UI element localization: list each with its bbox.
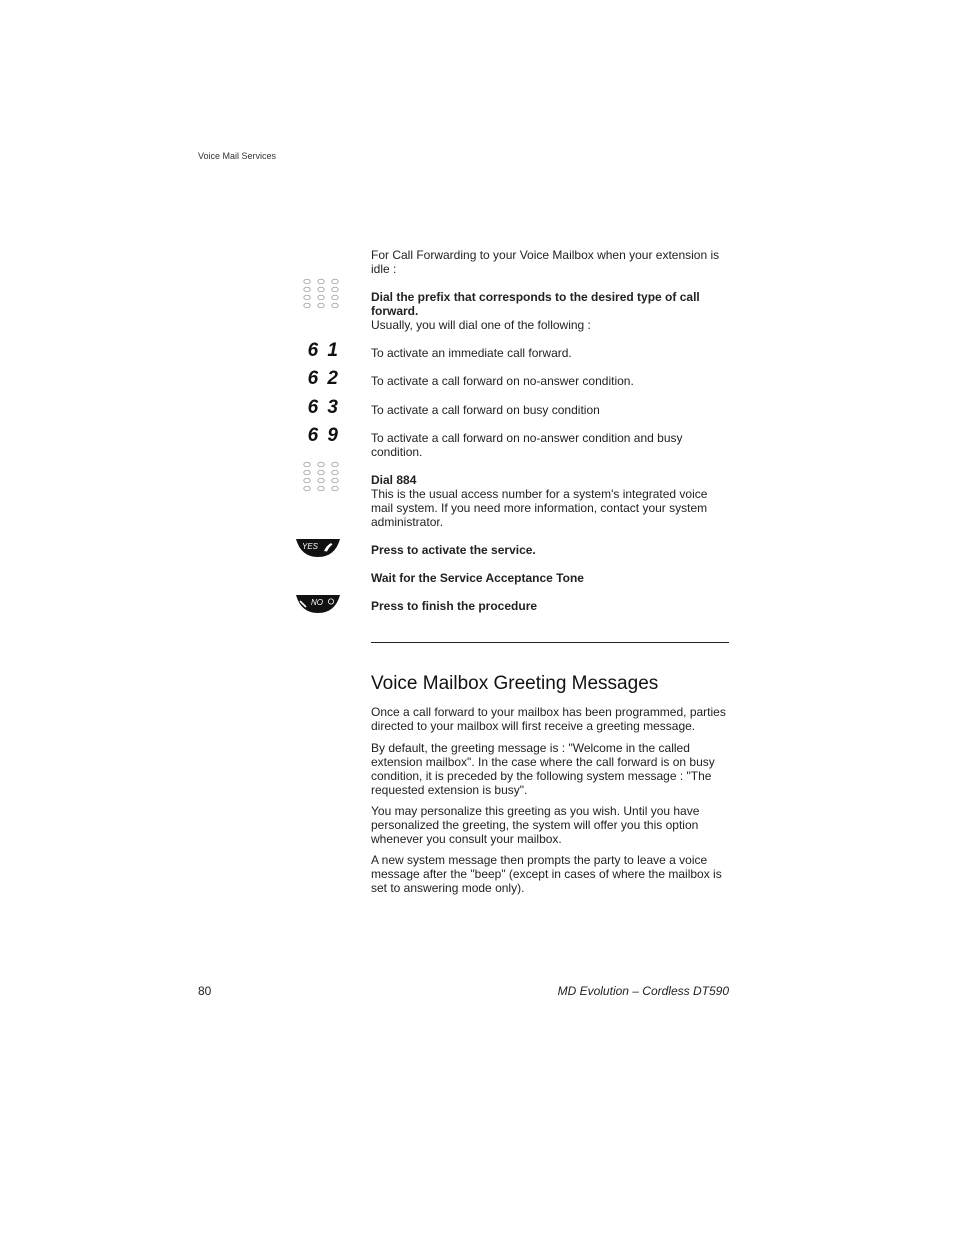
section-title: Voice Mailbox Greeting Messages bbox=[371, 673, 659, 694]
code-62: 6 2 bbox=[307, 368, 340, 389]
keypad-icon bbox=[301, 278, 341, 309]
code-63: 6 3 bbox=[307, 397, 340, 418]
no-key-icon bbox=[295, 593, 341, 615]
press-activate-text: Press to activate the service. bbox=[371, 543, 536, 557]
press-finish-text: Press to finish the procedure bbox=[371, 599, 538, 613]
dial-884-title: Dial 884 bbox=[371, 473, 417, 487]
wait-tone-text: Wait for the Service Acceptance Tone bbox=[371, 571, 584, 585]
code-61-desc: To activate an immediate call forward. bbox=[371, 346, 572, 360]
code-61: 6 1 bbox=[307, 340, 340, 361]
dial-884-step bbox=[371, 473, 731, 529]
yes-key-label: YES bbox=[302, 542, 319, 551]
running-header: Voice Mail Services bbox=[198, 151, 277, 161]
paragraph: You may personalize this greeting as you wish. Until you have personalized the greeting, the system will offer you this option whenever you consult your mailbox. bbox=[371, 804, 700, 846]
code-63-desc: To activate a call forward on busy condition bbox=[371, 403, 600, 417]
document-title: MD Evolution – Cordless DT590 bbox=[557, 984, 729, 998]
intro-text: For Call Forwarding to your Voice Mailbox when your extension is idle : bbox=[371, 248, 720, 276]
paragraph: Once a call forward to your mailbox has been programmed, parties directed to your mailbox will first receive a greeting message. bbox=[371, 705, 726, 733]
page-number: 80 bbox=[198, 984, 212, 998]
keypad-icon bbox=[301, 461, 341, 492]
dial-884-body: This is the usual access number for a system's integrated voice mail system. If you need more information, contact your system administrator. bbox=[371, 487, 708, 529]
section-divider bbox=[371, 642, 729, 643]
paragraph: By default, the greeting message is : "Welcome in the called extension mailbox". In the case where the call forward is on busy condition, it is preceded by the following system message : "The requested extension is busy". bbox=[371, 741, 715, 797]
paragraph: A new system message then prompts the party to leave a voice message after the "beep" (except in cases of where the mailbox is set to answering mode only). bbox=[371, 853, 722, 895]
dial-prefix-title: Dial the prefix that corresponds to the desired type of call forward. bbox=[371, 290, 700, 318]
dial-prefix-body: Usually, you will dial one of the following : bbox=[371, 318, 591, 332]
no-key-label: NO bbox=[311, 598, 323, 607]
dial-prefix-step bbox=[371, 290, 731, 332]
code-62-desc: To activate a call forward on no-answer condition. bbox=[371, 374, 634, 388]
code-69-desc: To activate a call forward on no-answer condition and busy condition. bbox=[371, 431, 683, 459]
yes-key-icon bbox=[295, 537, 341, 559]
code-69: 6 9 bbox=[307, 425, 340, 446]
